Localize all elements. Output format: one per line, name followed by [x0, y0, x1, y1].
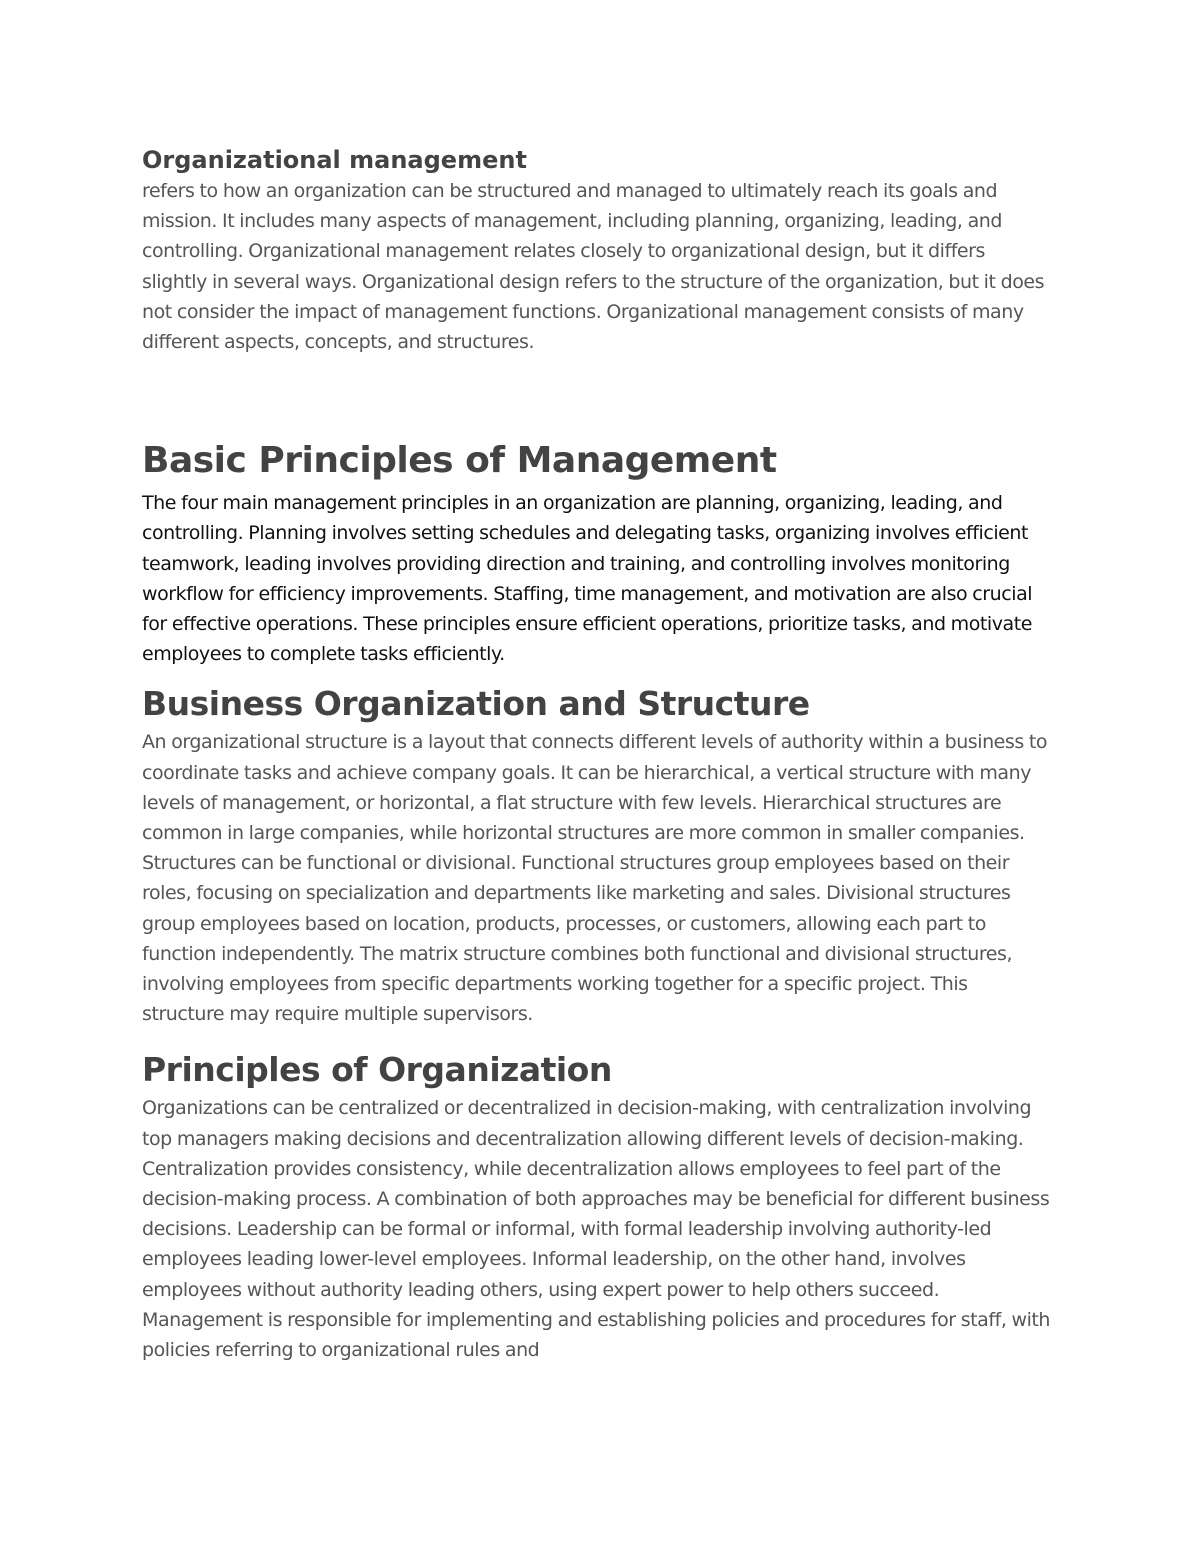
section-heading-basic-principles: Basic Principles of Management: [142, 440, 777, 482]
section-body-principles-of-organization: Organizations can be centralized or decentralized in decision-making, with centralization involving top managers making decisions and decentralization allowing different levels of decision-making. Centralization provides consistency, while decentralization allows employees to feel part of the decision-making process. A combination of both approaches may be beneficial for different business decisions. Leadership can be formal or informal, with formal leadership involving authority-led employees leading lower-level employees. Informal leadership, on the other hand, involves employees without authority leading others, using expert power to help others succeed. Management is responsible for implementing and establishing policies and procedures for staff, with policies referring to organizational rules and: [142, 1097, 1051, 1362]
section-body-organizational-management: refers to how an organization can be structured and managed to ultimately reach its goals and mission. It includes many aspects of management, including planning, organizing, leading, and controlling. Organizational management relates closely to organizational design, but it differs slightly in several ways. Organizational design refers to the structure of the organization, but it does not consider the impact of management functions. Organizational management consists of many different aspects, concepts, and structures.: [142, 180, 1045, 354]
section-heading-organizational-management: Organizational management: [142, 146, 527, 174]
section-heading-principles-of-organization: Principles of Organization: [142, 1050, 612, 1090]
section-body-basic-principles: The four main management principles in an organization are planning, organizing, leading, and controlling. Planning involves setting schedules and delegating tasks, organizing involves efficient teamwork, leading involves providing direction and training, and controlling involves monitoring workflow for efficiency improvements. Staffing, time management, and motivation are also crucial for effective operations. These principles ensure efficient operations, prioritize tasks, and motivate employees to complete tasks efficiently.: [142, 492, 1033, 666]
section-heading-business-organization: Business Organization and Structure: [142, 684, 810, 724]
section-body-business-organization: An organizational structure is a layout that connects different levels of authority within a business to coordinate tasks and achieve company goals. It can be hierarchical, a vertical structure with many levels of management, or horizontal, a flat structure with few levels. Hierarchical structures are common in large companies, while horizontal structures are more common in smaller companies. Structures can be functional or divisional. Functional structures group employees based on their roles, focusing on specialization and departments like marketing and sales. Divisional structures group employees based on location, products, processes, or customers, allowing each part to function independently. The matrix structure combines both functional and divisional structures, involving employees from specific departments working together for a specific project. This structure may require multiple supervisors.: [142, 731, 1048, 1026]
